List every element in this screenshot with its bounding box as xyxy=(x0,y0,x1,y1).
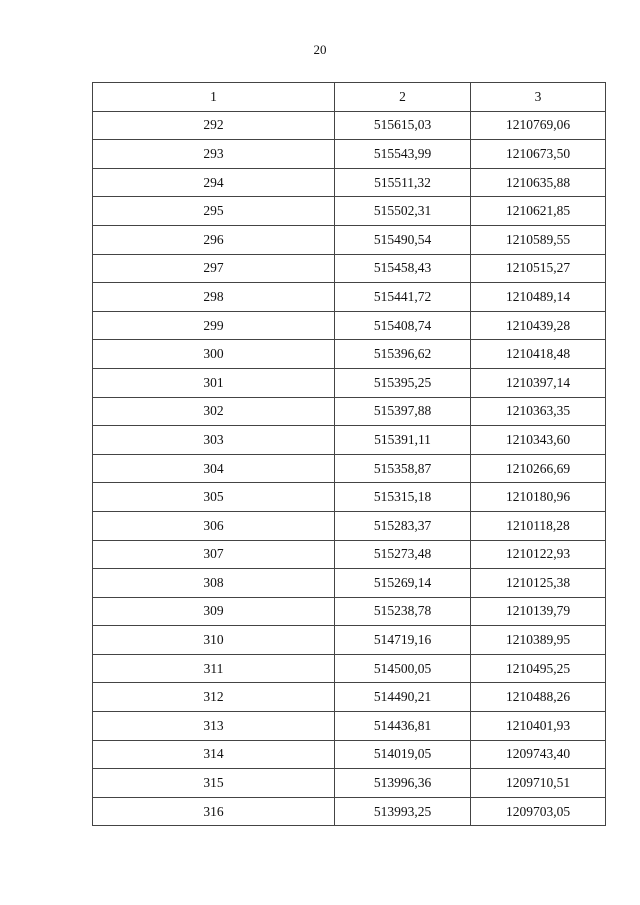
table-row xyxy=(93,225,606,254)
table-row xyxy=(93,769,606,798)
y-coordinate-cell: 1210495,25 xyxy=(471,654,606,683)
point-number-cell: 301 xyxy=(93,368,335,397)
y-coordinate-cell: 1210589,55 xyxy=(471,225,606,254)
table-row xyxy=(93,654,606,683)
y-coordinate-cell: 1210363,35 xyxy=(471,397,606,426)
x-coordinate-cell: 515283,37 xyxy=(335,511,471,540)
x-coordinate-cell: 514500,05 xyxy=(335,654,471,683)
point-number-cell: 304 xyxy=(93,454,335,483)
table-row xyxy=(93,511,606,540)
point-number-cell: 295 xyxy=(93,197,335,226)
x-coordinate-cell: 515490,54 xyxy=(335,225,471,254)
y-coordinate-cell: 1210439,28 xyxy=(471,311,606,340)
y-coordinate-cell: 1210621,85 xyxy=(471,197,606,226)
x-coordinate-cell: 514490,21 xyxy=(335,683,471,712)
point-number-cell: 309 xyxy=(93,597,335,626)
table-body xyxy=(93,111,606,826)
table-row xyxy=(93,426,606,455)
x-coordinate-cell: 515397,88 xyxy=(335,397,471,426)
header-cell-3: 3 xyxy=(471,83,606,112)
point-number-cell: 292 xyxy=(93,111,335,140)
x-coordinate-cell: 514436,81 xyxy=(335,712,471,741)
x-coordinate-cell: 515511,32 xyxy=(335,168,471,197)
table-row xyxy=(93,626,606,655)
point-number-cell: 298 xyxy=(93,283,335,312)
x-coordinate-cell: 515358,87 xyxy=(335,454,471,483)
y-coordinate-cell: 1210180,96 xyxy=(471,483,606,512)
point-number-cell: 293 xyxy=(93,140,335,169)
y-coordinate-cell: 1210118,28 xyxy=(471,511,606,540)
y-coordinate-cell: 1210125,38 xyxy=(471,569,606,598)
x-coordinate-cell: 515396,62 xyxy=(335,340,471,369)
point-number-cell: 294 xyxy=(93,168,335,197)
table-row xyxy=(93,111,606,140)
y-coordinate-cell: 1209743,40 xyxy=(471,740,606,769)
table-header-row xyxy=(93,83,606,112)
point-number-cell: 299 xyxy=(93,311,335,340)
y-coordinate-cell: 1210769,06 xyxy=(471,111,606,140)
page-number: 20 xyxy=(313,42,327,57)
coordinates-table xyxy=(92,82,606,826)
table-row xyxy=(93,483,606,512)
table-row xyxy=(93,197,606,226)
table-row xyxy=(93,283,606,312)
table-row xyxy=(93,712,606,741)
y-coordinate-cell: 1210401,93 xyxy=(471,712,606,741)
table-row xyxy=(93,140,606,169)
x-coordinate-cell: 515391,11 xyxy=(335,426,471,455)
x-coordinate-cell: 513996,36 xyxy=(335,769,471,798)
table-row xyxy=(93,168,606,197)
y-coordinate-cell: 1210673,50 xyxy=(471,140,606,169)
y-coordinate-cell: 1210635,88 xyxy=(471,168,606,197)
y-coordinate-cell: 1210343,60 xyxy=(471,426,606,455)
header-cell-1: 1 xyxy=(93,83,335,112)
x-coordinate-cell: 515458,43 xyxy=(335,254,471,283)
table-row xyxy=(93,368,606,397)
point-number-cell: 310 xyxy=(93,626,335,655)
point-number-cell: 311 xyxy=(93,654,335,683)
point-number-cell: 297 xyxy=(93,254,335,283)
y-coordinate-cell: 1209703,05 xyxy=(471,797,606,826)
point-number-cell: 307 xyxy=(93,540,335,569)
table-row xyxy=(93,454,606,483)
table-row xyxy=(93,340,606,369)
y-coordinate-cell: 1210397,14 xyxy=(471,368,606,397)
y-coordinate-cell: 1210489,14 xyxy=(471,283,606,312)
point-number-cell: 300 xyxy=(93,340,335,369)
table-row xyxy=(93,311,606,340)
point-number-cell: 303 xyxy=(93,426,335,455)
x-coordinate-cell: 515615,03 xyxy=(335,111,471,140)
x-coordinate-cell: 514719,16 xyxy=(335,626,471,655)
x-coordinate-cell: 515315,18 xyxy=(335,483,471,512)
y-coordinate-cell: 1210515,27 xyxy=(471,254,606,283)
x-coordinate-cell: 513993,25 xyxy=(335,797,471,826)
x-coordinate-cell: 515502,31 xyxy=(335,197,471,226)
point-number-cell: 315 xyxy=(93,769,335,798)
point-number-cell: 312 xyxy=(93,683,335,712)
y-coordinate-cell: 1209710,51 xyxy=(471,769,606,798)
y-coordinate-cell: 1210488,26 xyxy=(471,683,606,712)
table-row xyxy=(93,254,606,283)
point-number-cell: 316 xyxy=(93,797,335,826)
point-number-cell: 308 xyxy=(93,569,335,598)
point-number-cell: 296 xyxy=(93,225,335,254)
table-row xyxy=(93,683,606,712)
header-cell-2: 2 xyxy=(335,83,471,112)
table-row xyxy=(93,569,606,598)
x-coordinate-cell: 515543,99 xyxy=(335,140,471,169)
x-coordinate-cell: 515269,14 xyxy=(335,569,471,598)
y-coordinate-cell: 1210389,95 xyxy=(471,626,606,655)
x-coordinate-cell: 515408,74 xyxy=(335,311,471,340)
y-coordinate-cell: 1210122,93 xyxy=(471,540,606,569)
point-number-cell: 306 xyxy=(93,511,335,540)
y-coordinate-cell: 1210418,48 xyxy=(471,340,606,369)
x-coordinate-cell: 515395,25 xyxy=(335,368,471,397)
x-coordinate-cell: 515238,78 xyxy=(335,597,471,626)
y-coordinate-cell: 1210139,79 xyxy=(471,597,606,626)
table-row xyxy=(93,540,606,569)
table-row xyxy=(93,740,606,769)
point-number-cell: 314 xyxy=(93,740,335,769)
table-row xyxy=(93,597,606,626)
y-coordinate-cell: 1210266,69 xyxy=(471,454,606,483)
point-number-cell: 305 xyxy=(93,483,335,512)
point-number-cell: 313 xyxy=(93,712,335,741)
table-row xyxy=(93,797,606,826)
point-number-cell: 302 xyxy=(93,397,335,426)
table-row xyxy=(93,397,606,426)
x-coordinate-cell: 515273,48 xyxy=(335,540,471,569)
x-coordinate-cell: 514019,05 xyxy=(335,740,471,769)
x-coordinate-cell: 515441,72 xyxy=(335,283,471,312)
